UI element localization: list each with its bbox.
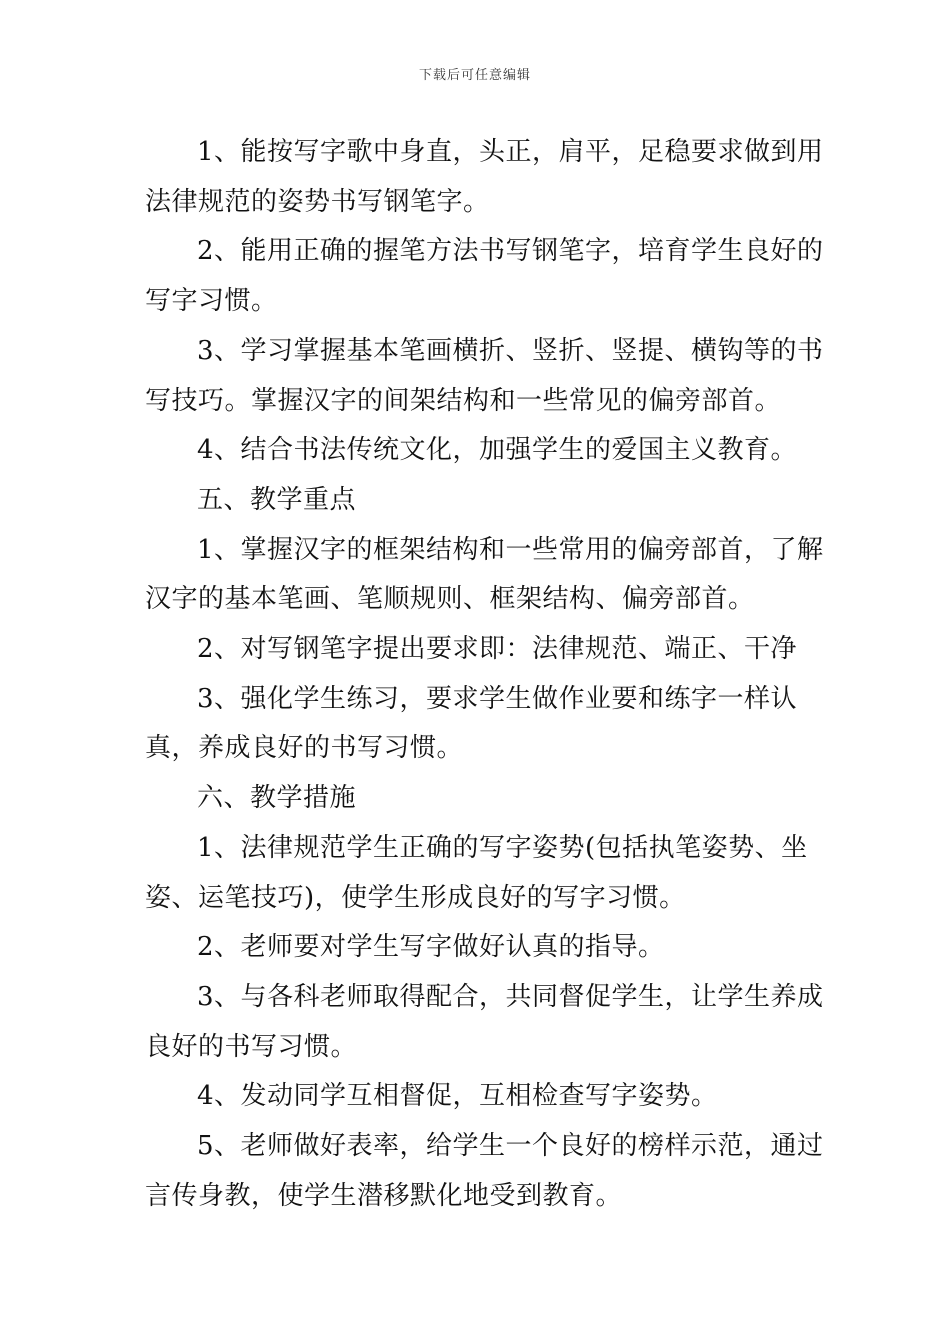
paragraph-measure-5: 5、老师做好表率，给学生一个良好的榜样示范，通过言传身教，使学生潜移默化地受到教育。 [145,1131,824,1211]
section-heading-key-points: 五、教学重点 [197,484,357,515]
page-header: 下载后可任意编辑 [418,68,531,83]
paragraph-goal-3: 3、学习掌握基本笔画横折、竖折、竖提、横钩等的书写技巧。掌握汉字的间架结构和一些常见的偏旁部首。 [145,335,824,416]
paragraph-key-point-3: 3、强化学生练习，要求学生做作业要和练字一样认真，养成良好的书写习惯。 [145,683,798,764]
paragraph-measure-1: 1、法律规范学生正确的写字姿势(包括执笔姿势、坐姿、运笔技巧)，使学生形成良好的写字习惯。 [145,832,808,913]
paragraph-key-point-1: 1、掌握汉字的框架结构和一些常用的偏旁部首，了解汉字的基本笔画、笔顺规则、框架结构、偏旁部首。 [145,534,824,615]
paragraph-measure-2: 2、老师要对学生写字做好认真的指导。 [197,932,665,963]
paragraph-key-point-2: 2、对写钢笔字提出要求即：法律规范、端正、干净 [197,634,798,665]
document-body [145,128,825,1221]
paragraph-goal-1: 1、能按写字歌中身直，头正，肩平，足稳要求做到用法律规范的姿势书写钢笔字。 [145,137,824,217]
paragraph-goal-2: 2、能用正确的握笔方法书写钢笔字，培育学生良好的写字习惯。 [145,236,824,317]
paragraph-measure-3: 3、与各科老师取得配合，共同督促学生，让学生养成良好的书写习惯。 [145,981,824,1062]
section-heading-measures: 六、教学措施 [197,783,357,814]
paragraph-goal-4: 4、结合书法传统文化，加强学生的爱国主义教育。 [197,435,798,466]
paragraph-measure-4: 4、发动同学互相督促，互相检查写字姿势。 [197,1081,718,1112]
